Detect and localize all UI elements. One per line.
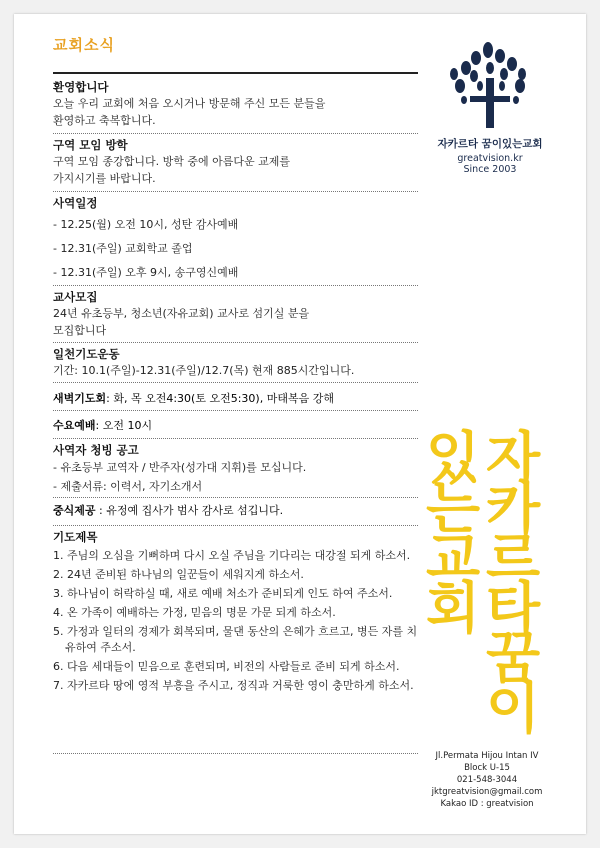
- tree-icon: [440, 40, 540, 130]
- dawn-prayer-line: [53, 390, 418, 407]
- divider: [53, 438, 418, 439]
- prayer-campaign-section: [53, 347, 418, 379]
- prayer-item: 4. 온 가족이 예배하는 가정, 믿음의 명문 가문 되게 하소서.: [53, 606, 336, 619]
- district-line-1: 구역 모임 종강합니다. 방학 중에 아름다운 교제를: [53, 155, 290, 168]
- address-block: [422, 750, 552, 810]
- prayer-item: 7. 자카르타 땅에 영적 부흥을 주시고, 정직과 거룩한 영이 충만하게 하소서.: [53, 679, 414, 692]
- lunch-line: [53, 502, 418, 519]
- recruit-item: - 제출서류: 이력서, 자기소개서: [53, 480, 203, 493]
- prayer-campaign-text: 기간: 10.1(주일)-12.31(주일)/12.7(목) 현재 885시간입니다.: [53, 364, 355, 377]
- teacher-line-2: 모집합니다: [53, 324, 107, 337]
- welcome-section: [53, 80, 418, 129]
- prayer-item: 5. 가정과 일터의 경제가 회복되며, 물댄 동산의 은혜가 흐르고, 병든 자를 치유하여 주소서.: [53, 625, 418, 654]
- lunch-text: : 유정예 집사가 범사 감사로 섬깁니다.: [95, 504, 284, 517]
- divider: [53, 410, 418, 411]
- welcome-heading: 환영합니다: [53, 80, 109, 94]
- prayer-topics-section: [53, 530, 418, 697]
- church-name: 자카르타 꿈이있는교회: [437, 138, 543, 150]
- dawn-label: 새벽기도회: [53, 392, 107, 405]
- address-line: Jl.Permata Hijou Intan IV: [435, 751, 539, 761]
- recruit-item: - 유초등부 교역자 / 반주자(성가대 지휘)를 모십니다.: [53, 461, 307, 474]
- prayer-item: 1. 주님의 오심을 기뻐하며 다시 오실 주님을 기다리는 대강절 되게 하소서.: [53, 549, 411, 562]
- prayer-item: 3. 하나님이 허락하실 때, 새로 예배 처소가 준비되게 인도 하여 주소서.: [53, 587, 393, 600]
- prayer-campaign-heading: 일천기도운동: [53, 347, 120, 361]
- recruit-heading: 사역자 청빙 공고: [53, 443, 139, 457]
- schedule-section: [53, 196, 418, 285]
- divider: [53, 497, 418, 498]
- email: jktgreatvision@gmail.com: [431, 787, 543, 797]
- welcome-line-2: 환영하고 축복합니다.: [53, 114, 156, 127]
- divider: [53, 525, 418, 526]
- wednesday-service-line: [53, 417, 418, 434]
- prayer-item: 6. 다음 세대들이 믿음으로 훈련되며, 비전의 사람들로 준비 되게 하소서.: [53, 660, 400, 673]
- schedule-item: - 12.31(주일) 교회학교 졸업: [53, 242, 193, 255]
- teacher-section: [53, 290, 418, 339]
- dawn-text: : 화, 목 오전4:30(토 오전5:30), 마태복음 강해: [106, 392, 334, 405]
- vertical-church-title: 자카르타꿈이있는교회: [416, 428, 541, 728]
- kakao-id: Kakao ID : greatvision: [440, 799, 534, 809]
- church-site: greatvision.kr: [457, 153, 523, 164]
- church-logo: [420, 40, 560, 175]
- teacher-heading: 교사모집: [53, 290, 98, 304]
- teacher-line-1: 24년 유초등부, 청소년(자유교회) 교사로 섬기실 분을: [53, 307, 310, 320]
- schedule-item: - 12.25(월) 오전 10시, 성탄 감사예배: [53, 218, 239, 231]
- prayer-heading: 기도제목: [53, 530, 98, 544]
- page-title: 교회소식: [53, 36, 115, 54]
- divider: [53, 342, 418, 343]
- district-section: [53, 138, 418, 187]
- wednesday-text: : 오전 10시: [95, 419, 153, 432]
- district-heading: 구역 모임 방학: [53, 138, 128, 152]
- title-rule: [53, 72, 418, 74]
- phone: 021-548-3044: [456, 775, 518, 785]
- divider: [53, 191, 418, 192]
- schedule-item: - 12.31(주일) 오후 9시, 송구영신예배: [53, 266, 239, 279]
- schedule-heading: 사역일정: [53, 196, 98, 210]
- wednesday-label: 수요예배: [53, 419, 96, 432]
- divider: [53, 133, 418, 134]
- welcome-line-1: 오늘 우리 교회에 처음 오시거나 방문해 주신 모든 분들을: [53, 97, 326, 110]
- recruit-section: [53, 443, 418, 496]
- address-line: Block U-15: [464, 763, 510, 773]
- prayer-item: 2. 24년 준비된 하나님의 일꾼들이 세워지게 하소서.: [53, 568, 304, 581]
- divider: [53, 382, 418, 383]
- divider: [53, 285, 418, 286]
- church-since: Since 2003: [463, 164, 517, 175]
- district-line-2: 가지시기를 바랍니다.: [53, 172, 156, 185]
- lunch-label: 중식제공: [53, 504, 96, 517]
- divider: [53, 753, 418, 754]
